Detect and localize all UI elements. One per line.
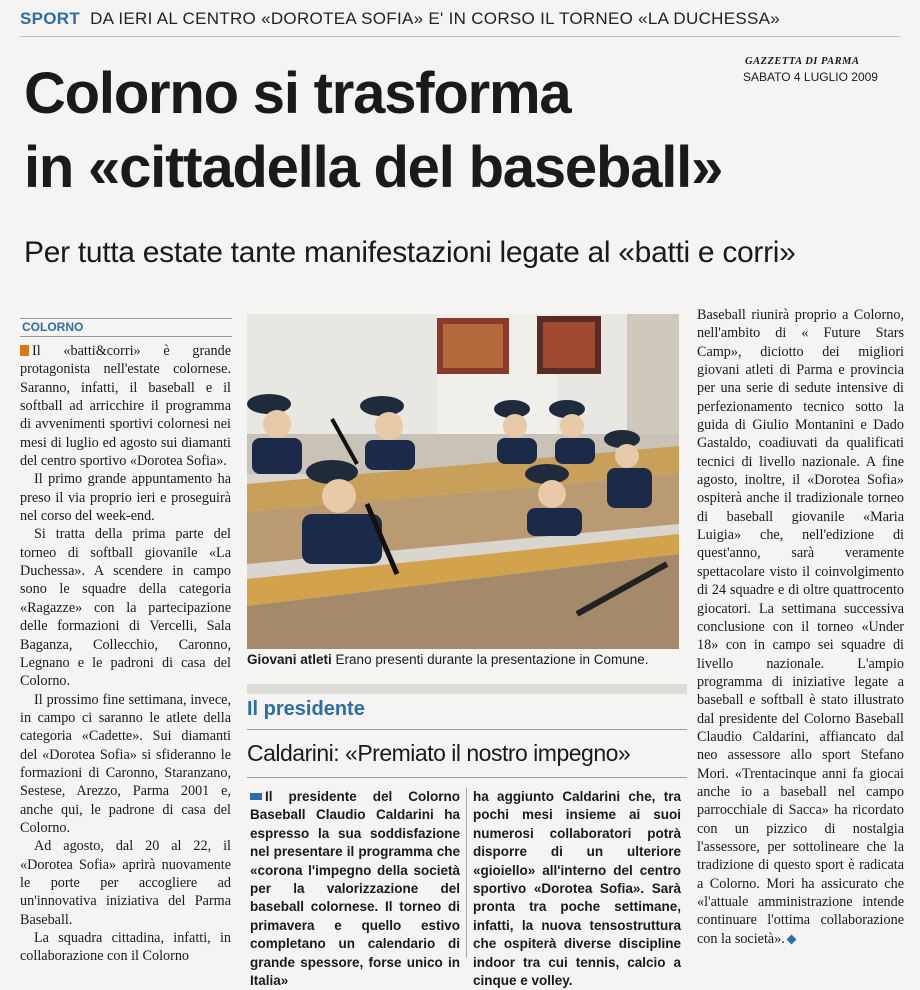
sidebar-rule [247,777,687,778]
photo-caption [247,652,687,667]
location-tag: COLORNO [20,318,232,337]
section-marker-icon [20,345,29,356]
caption-label: Giovani atleti [247,652,332,667]
photo-illustration [247,314,679,649]
sidebar-column-2: ha aggiunto Caldarini che, tra pochi mesi insieme ai suoi numerosi collaboratori potrà disporre di un ulteriore «gioiello» all'interno del centro sportivo «Dorotea Sofia». Sarà pronta tra poche settimane, infatti, la nuova tensostruttura che ospiterà diverse discipline indoor tra cui tennis, calcio a cinque e volley. [473,789,681,989]
sidebar-label: Il presidente [247,698,365,720]
kicker [20,9,780,29]
publication-name: GAZZETTA DI PARMA [745,56,860,67]
column-divider [466,788,467,958]
subheadline: Per tutta estate tante manifestazioni legate al «batti e corri» [24,236,796,269]
sidebar-column-1: Il presidente del Colorno Baseball Claudio Caldarini ha espresso la sua soddisfazione nel presentare il programma che «corona l'impegno della società per la valorizzazione del baseball colornese. Il torneo di primavera e quello estivo completano un calendario di grande spessore, forse unico in Italia» [250,789,460,989]
paragraph: Baseball riunirà proprio a Colorno, nell'ambito di « Future Stars Camp», diciotto dei migliori giovani atleti di Parma e provincia per una serie di sedute intensive di perfezionamento tecnico sotto la guida di Giulio Montanini e Dado Gastaldo, coadiuvati da qualificati tecnici di livello nazionale. A fine agosto, inoltre, il «Dorotea Sofia» ospiterà anche il tradizionale torneo di baseball giovanile «Maria Luigia» che, nell'edizione di quest'anno, sarà veramente spettacolare visto il coinvolgimento di 24 squadre e di oltre quattrocento giocatori. La settimana successiva conclusione con il torneo «Under 18» con in campo sei squadre di livello nazionale. L'ampio programma di iniziative legate a baseball e softball è stato illustrato dal presidente del Colorno Baseball Claudio Caldarini, affiancato dal neo assessore allo sport Stefano Mori. «Trentacinque anni fa giocai anche io a baseball nel campo parrocchiale di Sacca» ha ricordato con un pizzico di nostalgia l'assessore, per sottolineare che la tradizione di questo sport è radicata a Colorno. Mori ha assicurato che «l'attuale amministrazione intende continuare l'ottima collaborazione con la società». [697,307,904,947]
right-column [697,306,904,948]
headline-line-1: Colorno si trasforma [24,61,571,126]
sidebar-title: Caldarini: «Premiato il nostro impegno» [247,740,631,766]
paragraph: La squadra cittadina, infatti, in collaborazione con il Colorno [20,930,231,965]
publication-date: SABATO 4 LUGLIO 2009 [743,70,878,84]
sidebar-rule [247,729,687,730]
kicker-text: DA IERI AL CENTRO «DOROTEA SOFIA» E' IN CORSO IL TORNEO «LA DUCHESSA» [90,9,781,28]
section-marker-icon [250,793,262,800]
end-mark-icon [786,934,796,944]
paragraph: Il primo grande appuntamento ha preso il via proprio ieri e proseguirà nel corso del week-end. [20,471,231,525]
kicker-rule [20,36,900,37]
paragraph: Ad agosto, dal 20 al 22, il «Dorotea Sofia» aprirà nuovamente le porte per accogliere ad un'innovativa iniziativa del Parma Baseball. [20,838,231,928]
paragraph: Il «batti&corri» è grande protagonista nell'estate colornese. Saranno, infatti, il baseball e il softball ad arricchire il programma di avvenimenti sportivi colornesi nei mesi di luglio ed agosto sui diamanti del centro sportivo «Dorotea Sofia». [20,343,231,470]
section-label: SPORT [20,9,81,28]
sidebar-top-band [247,684,687,694]
paragraph: Si tratta della prima parte del torneo di softball giovanile «La Duchessa». A scendere in campo sono le squadre della categoria «Ragazze» con la partecipazione delle formazioni di Vercelli, Sala Baganza, Collecchio, Caronno, Legnano e le padroni di casa del Colorno. [20,526,231,690]
headline-line-2: in «cittadella del baseball» [24,135,723,200]
paragraph: Il prossimo fine settimana, invece, in campo ci saranno le atlete della categoria «Cadette». Sui diamanti del «Dorotea Sofia» si sfideranno le formazioni di Caronno, Staranzano, Sestese, Arezzo, Parma 2001 e, anche qui, le padrone di casa del Colorno. [20,691,231,836]
left-column [20,342,231,966]
caption-text: Erano presenti durante la presentazione in Comune. [335,652,649,667]
photo [247,314,679,649]
